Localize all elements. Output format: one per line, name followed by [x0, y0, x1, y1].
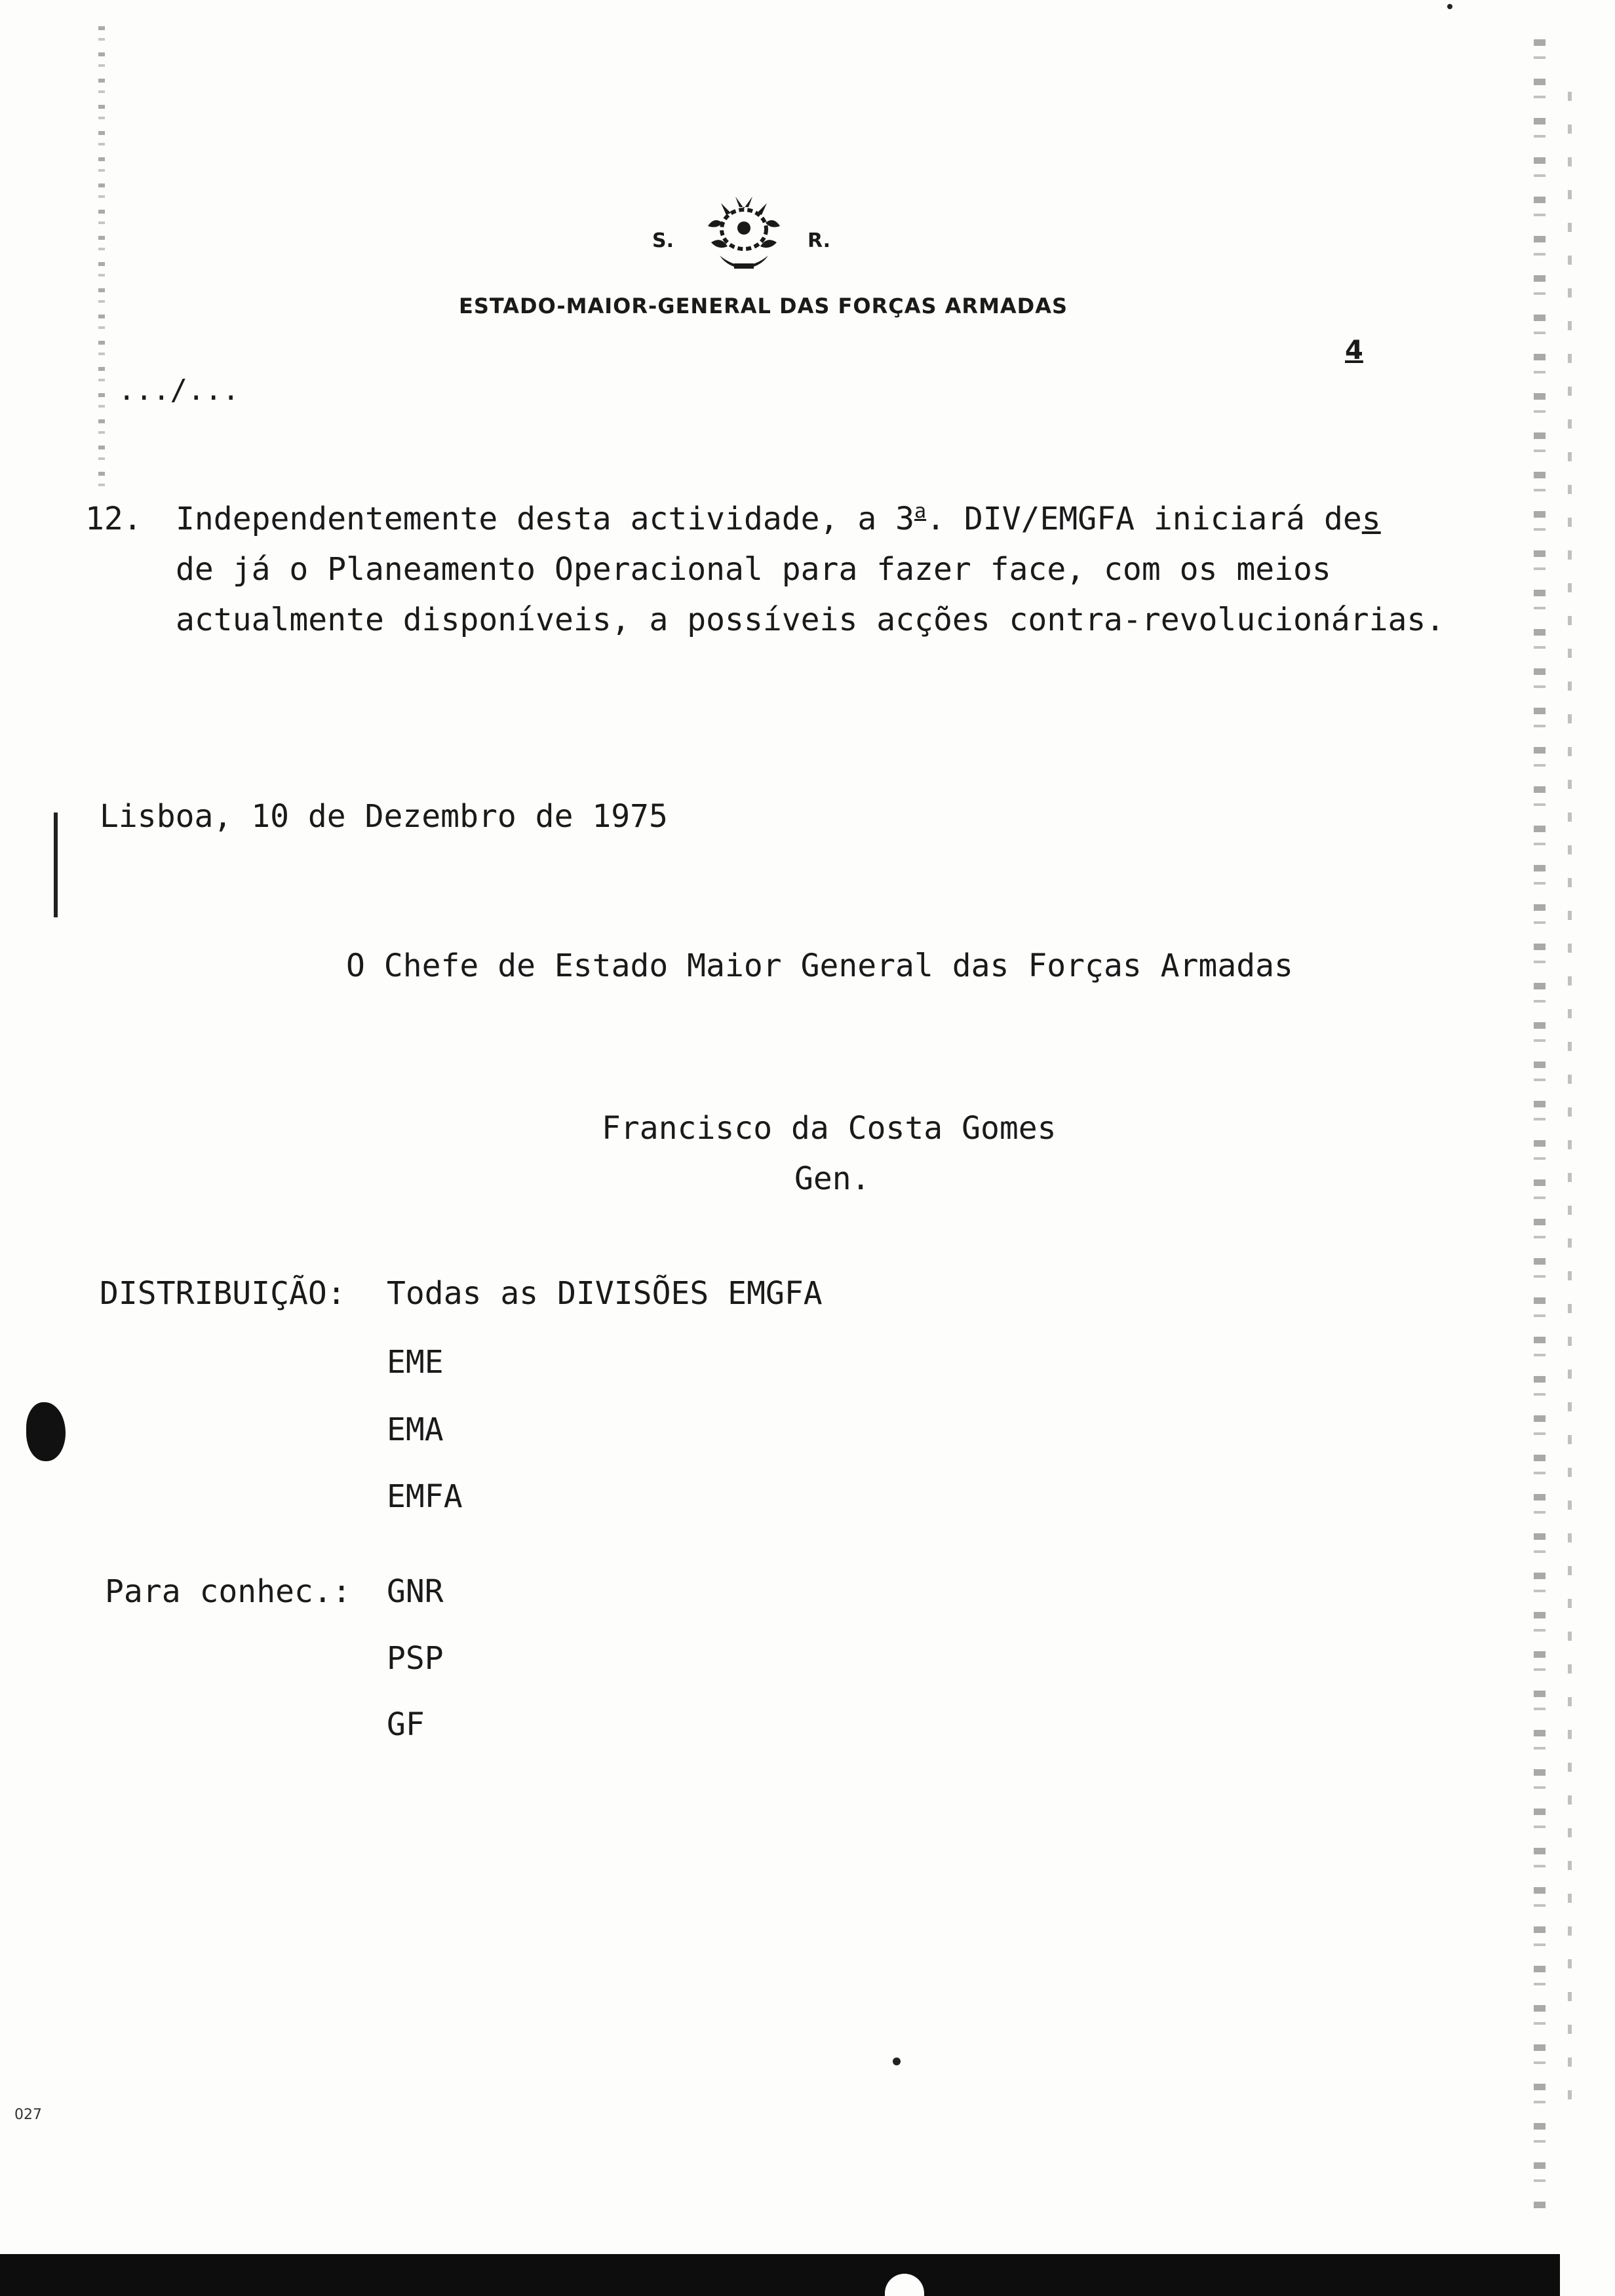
for-knowledge-item: GF — [387, 1706, 425, 1743]
scan-edge-right-inner — [1568, 92, 1572, 2123]
paragraph-line-1-middle: . DIV/EMGFA iniciará de — [926, 501, 1362, 537]
scan-edge-right — [1534, 39, 1546, 2215]
margin-note: 027 — [14, 2107, 42, 2123]
distribution-label: DISTRIBUIÇÃO: — [100, 1275, 346, 1312]
paragraph-line-1 — [176, 500, 1381, 537]
ink-blot — [26, 1402, 66, 1461]
for-knowledge-item: GNR — [387, 1573, 444, 1610]
ink-dot — [1447, 4, 1452, 9]
signatory-title: O Chefe de Estado Maior General das Forças Armadas — [346, 947, 1293, 984]
paragraph-line-1-start: Independentemente desta actividade, a 3 — [176, 501, 915, 537]
continuation-mark: .../... — [118, 373, 240, 407]
signatory-rank: Gen. — [794, 1160, 870, 1197]
for-knowledge-label: Para conhec.: — [105, 1573, 351, 1610]
distribution-item: Todas as DIVISÕES EMGFA — [387, 1275, 823, 1312]
distribution-item: EMA — [387, 1411, 444, 1448]
scan-mark-left — [54, 813, 58, 917]
for-knowledge-item: PSP — [387, 1640, 444, 1677]
page-number: 4 — [1345, 335, 1363, 366]
scan-bottom-border — [0, 2254, 1560, 2296]
paragraph-line-1-hyphen-mark: s — [1361, 501, 1381, 537]
distribution-item: EME — [387, 1344, 444, 1381]
agency-letterhead: ESTADO-MAIOR-GENERAL DAS FORÇAS ARMADAS — [459, 294, 1068, 318]
ink-dot — [893, 2057, 901, 2065]
paragraph-line-3: actualmente disponíveis, a possíveis acções contra-revolucionárias. — [176, 602, 1445, 638]
place-and-date: Lisboa, 10 de Dezembro de 1975 — [100, 798, 668, 835]
coat-of-arms-seal-icon — [695, 190, 793, 278]
distribution-item: EMFA — [387, 1478, 463, 1515]
paragraph-number: 12. — [85, 501, 142, 537]
signatory-name: Francisco da Costa Gomes — [602, 1110, 1057, 1147]
paragraph-line-2: de já o Planeamento Operacional para fazer face, com os meios — [176, 551, 1331, 588]
ordinal-superscript: a — [914, 500, 927, 523]
scan-edge-left — [98, 26, 105, 498]
sr-left-letter: S. — [652, 229, 674, 252]
sr-right-letter: R. — [808, 229, 831, 252]
